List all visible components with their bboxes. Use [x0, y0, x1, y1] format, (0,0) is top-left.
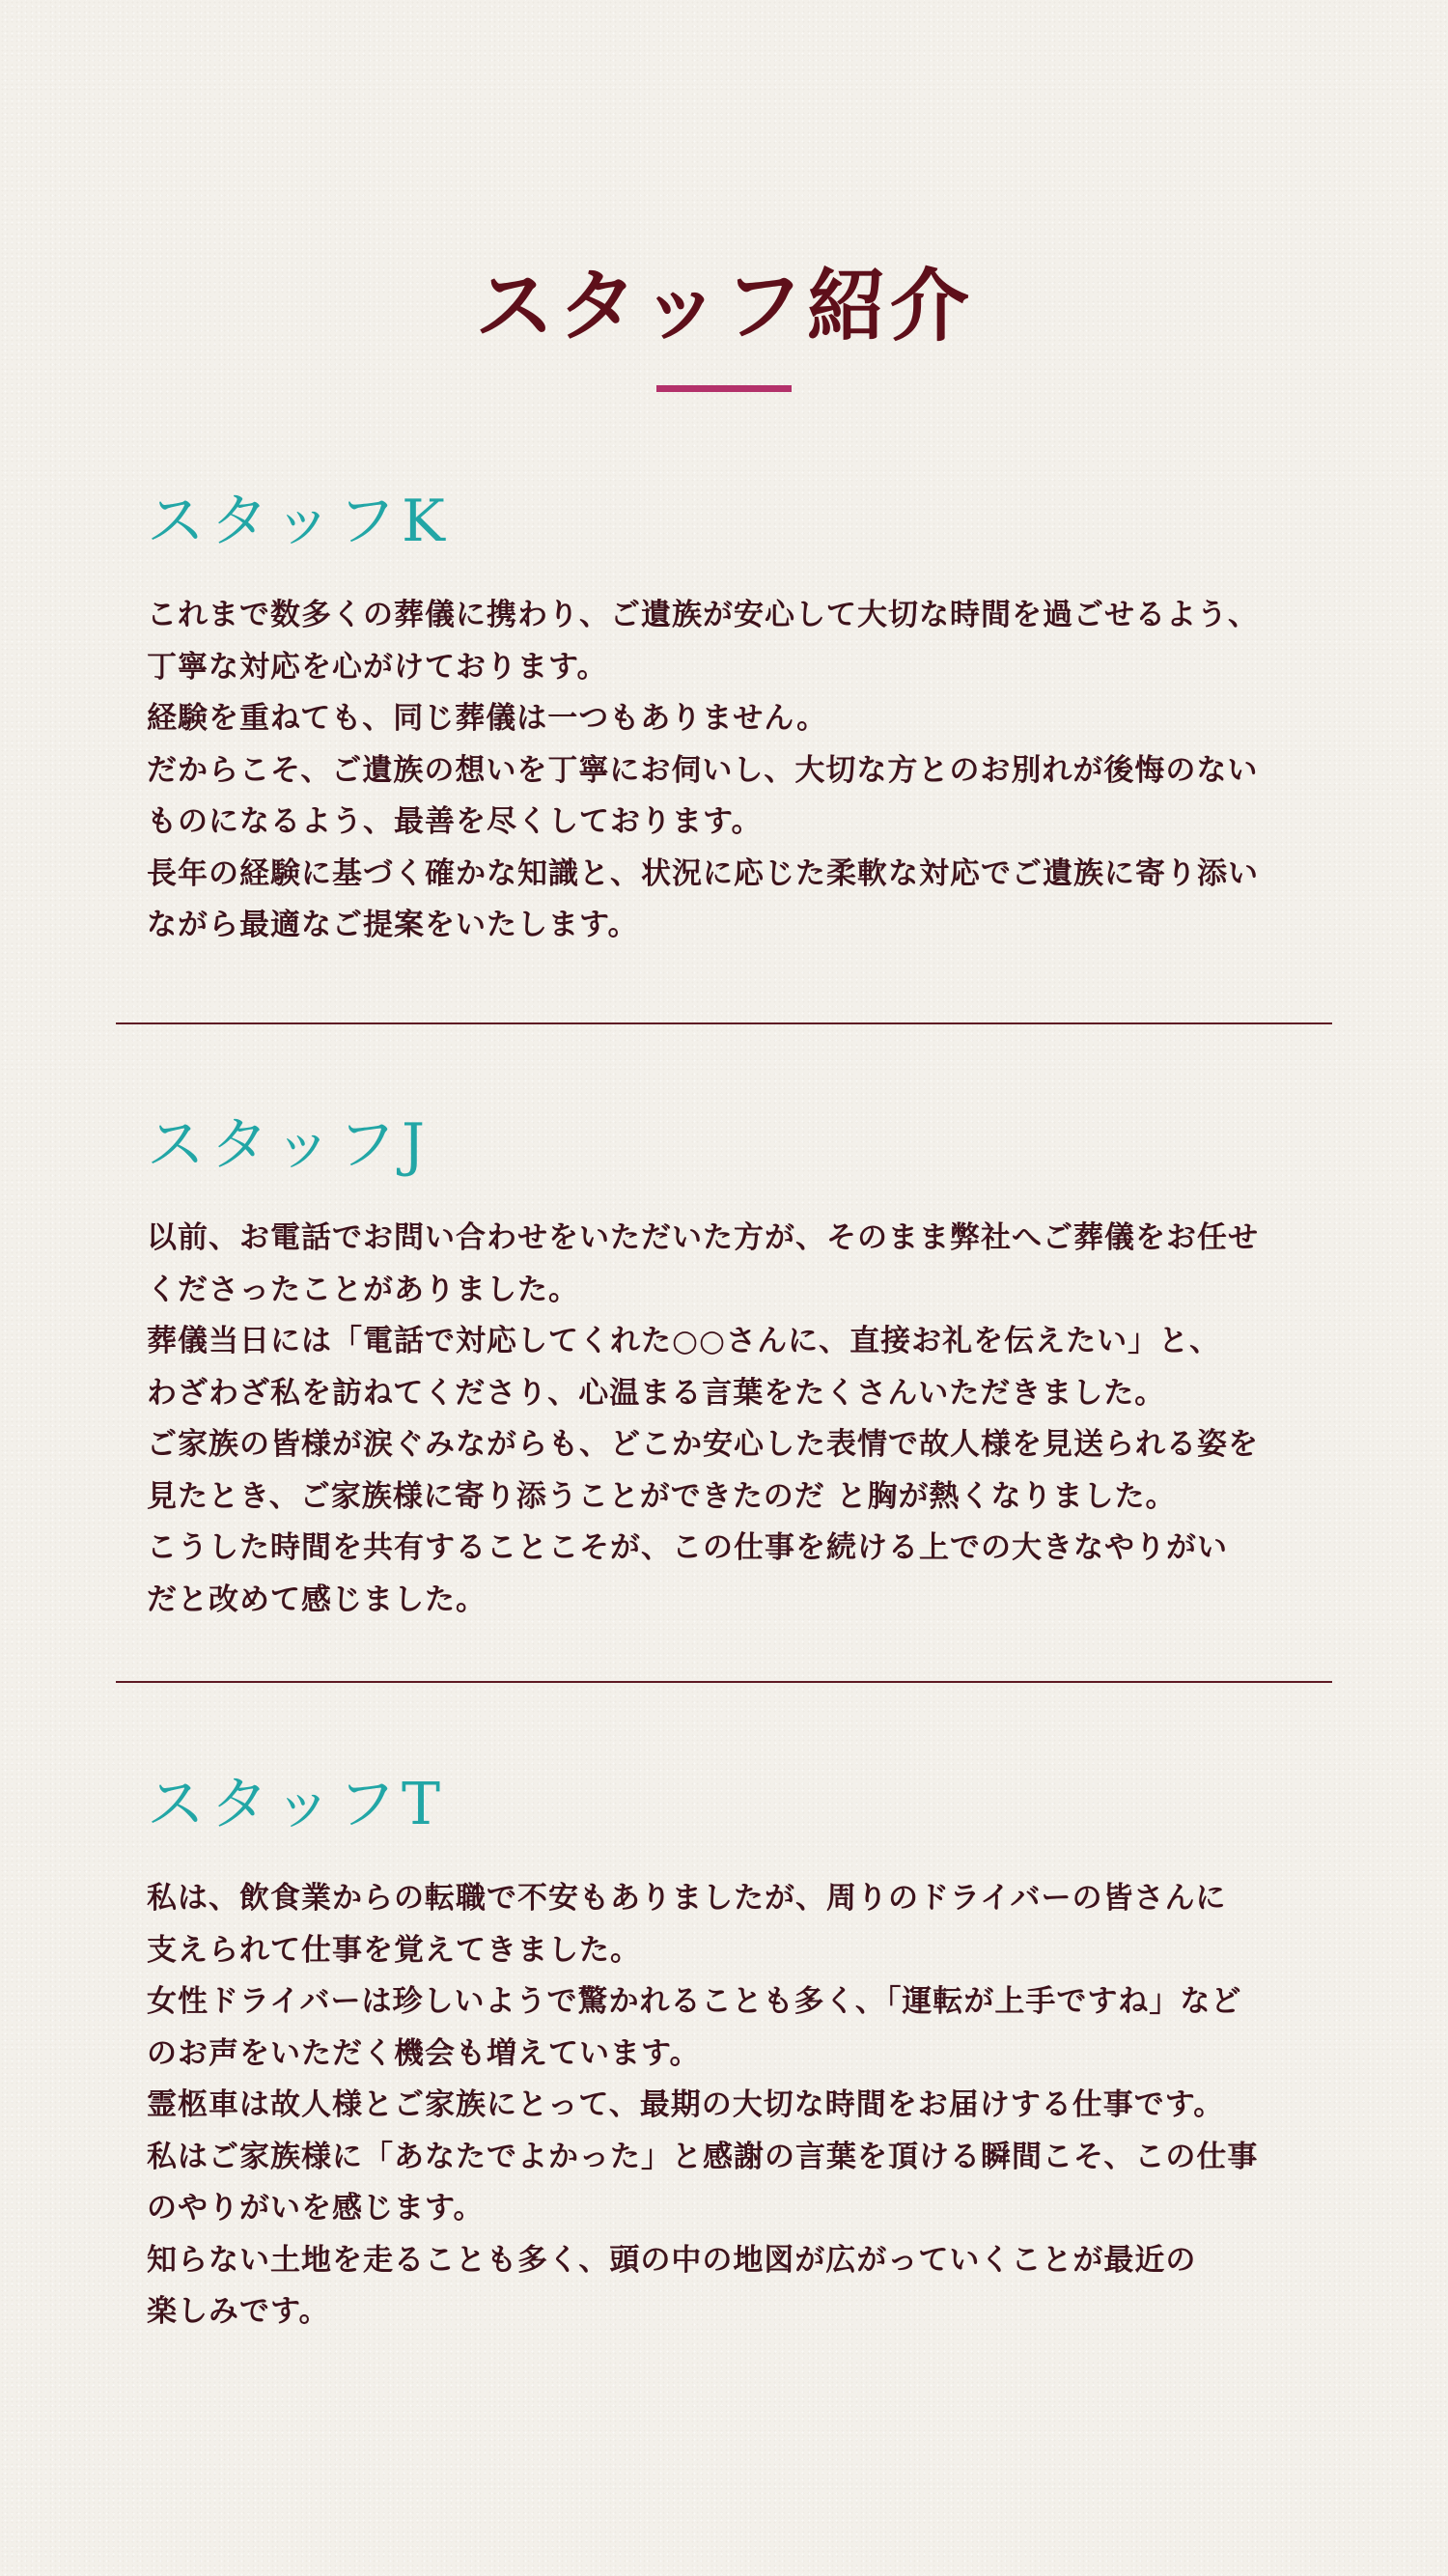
bio-line: だと改めて感じました。: [147, 1582, 487, 1617]
bio-line: 長年の経験に基づく確かな知識と、状況に応じた柔軟な対応でご遺族に寄り添い: [147, 855, 1259, 891]
bio-line: こうした時間を共有することこそが、この仕事を続ける上での大きなやりがい: [147, 1530, 1228, 1565]
bio-line: わざわざ私を訪ねてくださり、心温まる言葉をたくさんいただきました。: [147, 1375, 1166, 1411]
bio-line: 経験を重ねても、同じ葬儀は一つもありません。: [147, 701, 828, 736]
section-divider: [116, 1022, 1332, 1024]
bio-line: これまで数多くの葬儀に携わり、ご遺族が安心して大切な時間を過ごせるよう、: [147, 598, 1259, 632]
staff-bio-t: [147, 1873, 1324, 2338]
bio-line: のやりがいを感じます。: [147, 2191, 485, 2226]
bio-line: 知らない土地を走ることも多く、頭の中の地図が広がっていくことが最近の: [147, 2242, 1197, 2278]
title-underline: [656, 385, 792, 392]
staff-name-k: スタッフK: [147, 488, 451, 555]
bio-line: 私はご家族様に「あなたでよかった」と感謝の言葉を頂ける瞬間こそ、この仕事: [147, 2139, 1259, 2174]
bio-line: 見たとき、ご家族様に寄り添うことができたのだ と胸が熱くなりました。: [147, 1478, 1177, 1514]
bio-line: 女性ドライバーは珍しいようで驚かれることも多く、「運転が上手ですね」など: [147, 1984, 1242, 2019]
bio-line: 私は、飲食業からの転職で不安もありましたが、周りのドライバーの皆さんに: [147, 1881, 1227, 1916]
staff-name-t: スタッフT: [147, 1771, 447, 1838]
bio-line: 楽しみです。: [147, 2294, 330, 2329]
staff-bio-j: [147, 1213, 1324, 1626]
bio-line: 以前、お電話でお問い合わせをいただいた方が、そのまま弊社へご葬儀をお任せ: [147, 1220, 1259, 1255]
page-title: スタッフ紹介: [474, 260, 973, 352]
bio-line: くださったことがありました。: [147, 1272, 579, 1307]
bio-line: 霊柩車は故人様とご家族にとって、最期の大切な時間をお届けする仕事です。: [147, 2087, 1225, 2122]
bio-line: 丁寧な対応を心がけております。: [147, 649, 608, 685]
bio-line: ものになるよう、最善を尽くしております。: [147, 804, 763, 839]
bio-line: のお声をいただく機会も増えています。: [147, 2035, 701, 2071]
bio-line: 葬儀当日には「電話で対応してくれた○○さんに、直接お礼を伝えたい」と、: [147, 1324, 1221, 1358]
section-divider: [116, 1681, 1332, 1683]
staff-name-j: スタッフJ: [147, 1111, 432, 1179]
bio-line: 支えられて仕事を覚えてきました。: [147, 1932, 641, 1968]
staff-bio-k: [147, 590, 1324, 952]
bio-line: ご家族の皆様が涙ぐみながらも、どこか安心した表情で故人様を見送られる姿を: [147, 1427, 1259, 1462]
bio-line: だからこそ、ご遺族の想いを丁寧にお伺いし、大切な方とのお別れが後悔のない: [147, 752, 1259, 788]
bio-line: ながら最適なご提案をいたします。: [147, 908, 639, 942]
